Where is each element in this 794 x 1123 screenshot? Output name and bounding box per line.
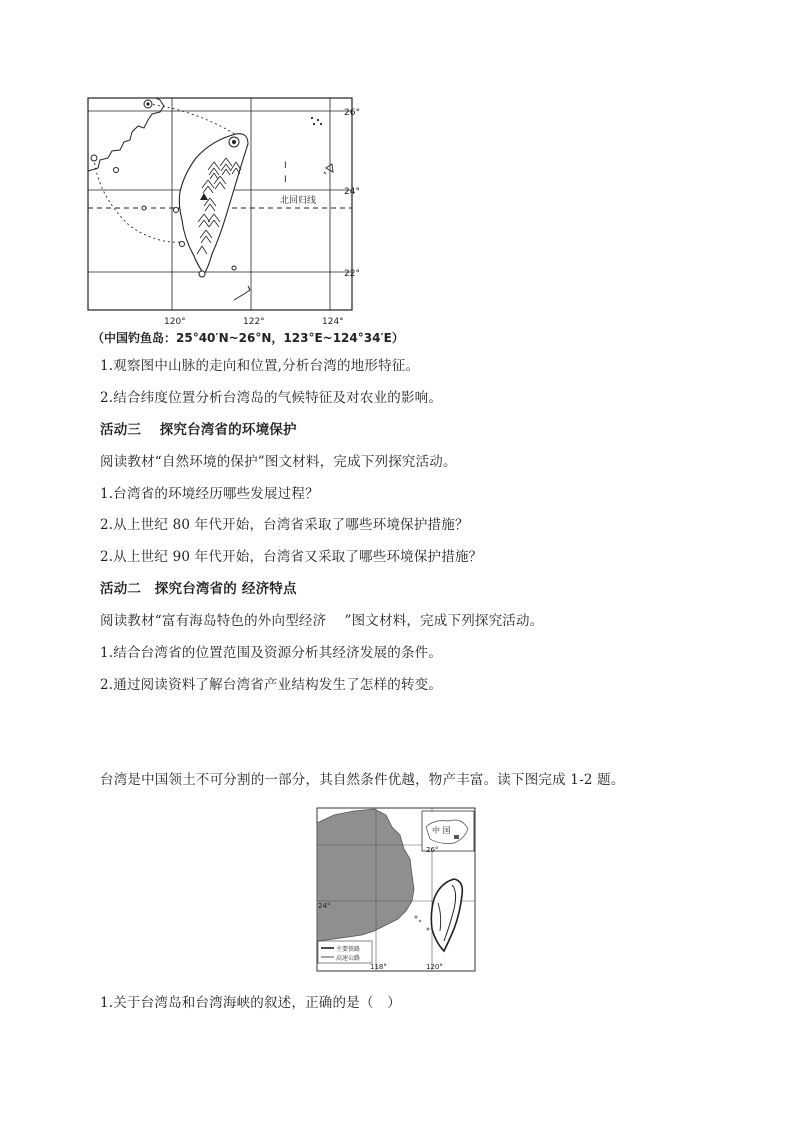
- taiwan-topographic-map: [86, 96, 376, 328]
- activity3-intro: 阅读教材“自然环境的保护”图文材料，完成下列探究活动。: [100, 454, 457, 470]
- lat-label-26: 26°: [344, 108, 360, 118]
- activity2-intro: 阅读教材“富有海岛特色的外向型经济 ”图文材料，完成下列探究活动。: [100, 613, 544, 629]
- legend-highway: 高速公路: [336, 955, 361, 962]
- activity3-heading: 活动三 探究台湾省的环境保护: [100, 422, 297, 438]
- map2-lon-120: 120°: [426, 963, 443, 971]
- lon-label-122: 122°: [243, 317, 265, 327]
- map-caption: （中国钓鱼岛：25°40′N~26°N，123°E~124°34′E）: [92, 331, 404, 345]
- question-terrain: 1.观察图中山脉的走向和位置,分析台湾的地形特征。: [100, 358, 420, 374]
- activity2-item-1: 1.结合台湾省的位置范围及资源分析其经济发展的条件。: [100, 645, 443, 661]
- activity2-heading: 活动二 探究台湾省的 经济特点: [100, 581, 297, 597]
- fujian-taiwan-map: [314, 805, 479, 975]
- lon-label-124: 124°: [322, 317, 344, 327]
- activity2-item-2: 2.通过阅读资料了解台湾省产业结构发生了怎样的转变。: [100, 677, 443, 693]
- map2-lat-24: 24°: [318, 902, 331, 910]
- activity3-item-1: 1.台湾省的环境经历哪些发展过程？: [100, 486, 319, 502]
- tropic-label: 北回归线: [280, 196, 317, 206]
- question-climate: 2.结合纬度位置分析台湾岛的气候特征及对农业的影响。: [100, 390, 443, 406]
- svg-text:I: I: [284, 161, 287, 171]
- lat-label-22: 22°: [344, 269, 360, 279]
- lat-label-24: 24°: [344, 187, 360, 197]
- svg-text:I: I: [284, 175, 287, 185]
- map2-lon-118: 118°: [370, 963, 387, 971]
- map2-lat-26: 26°: [426, 846, 439, 854]
- lon-label-120: 120°: [164, 317, 186, 327]
- activity3-item-3: 2.从上世纪 90 年代开始，台湾省又采取了哪些环境保护措施？: [100, 549, 483, 565]
- exercise-intro: 台湾是中国领土不可分割的一部分，其自然条件优越，物产丰富。读下图完成 1-2 题。: [100, 772, 625, 788]
- activity3-item-2: 2.从上世纪 80 年代开始，台湾省采取了哪些环境保护措施？: [100, 517, 469, 533]
- exercise-question-1: 1.关于台湾岛和台湾海峡的叙述，正确的是（ ）: [100, 995, 401, 1011]
- legend-railway: 主要铁路: [336, 946, 361, 953]
- inset-china-label: 中 国: [432, 826, 451, 835]
